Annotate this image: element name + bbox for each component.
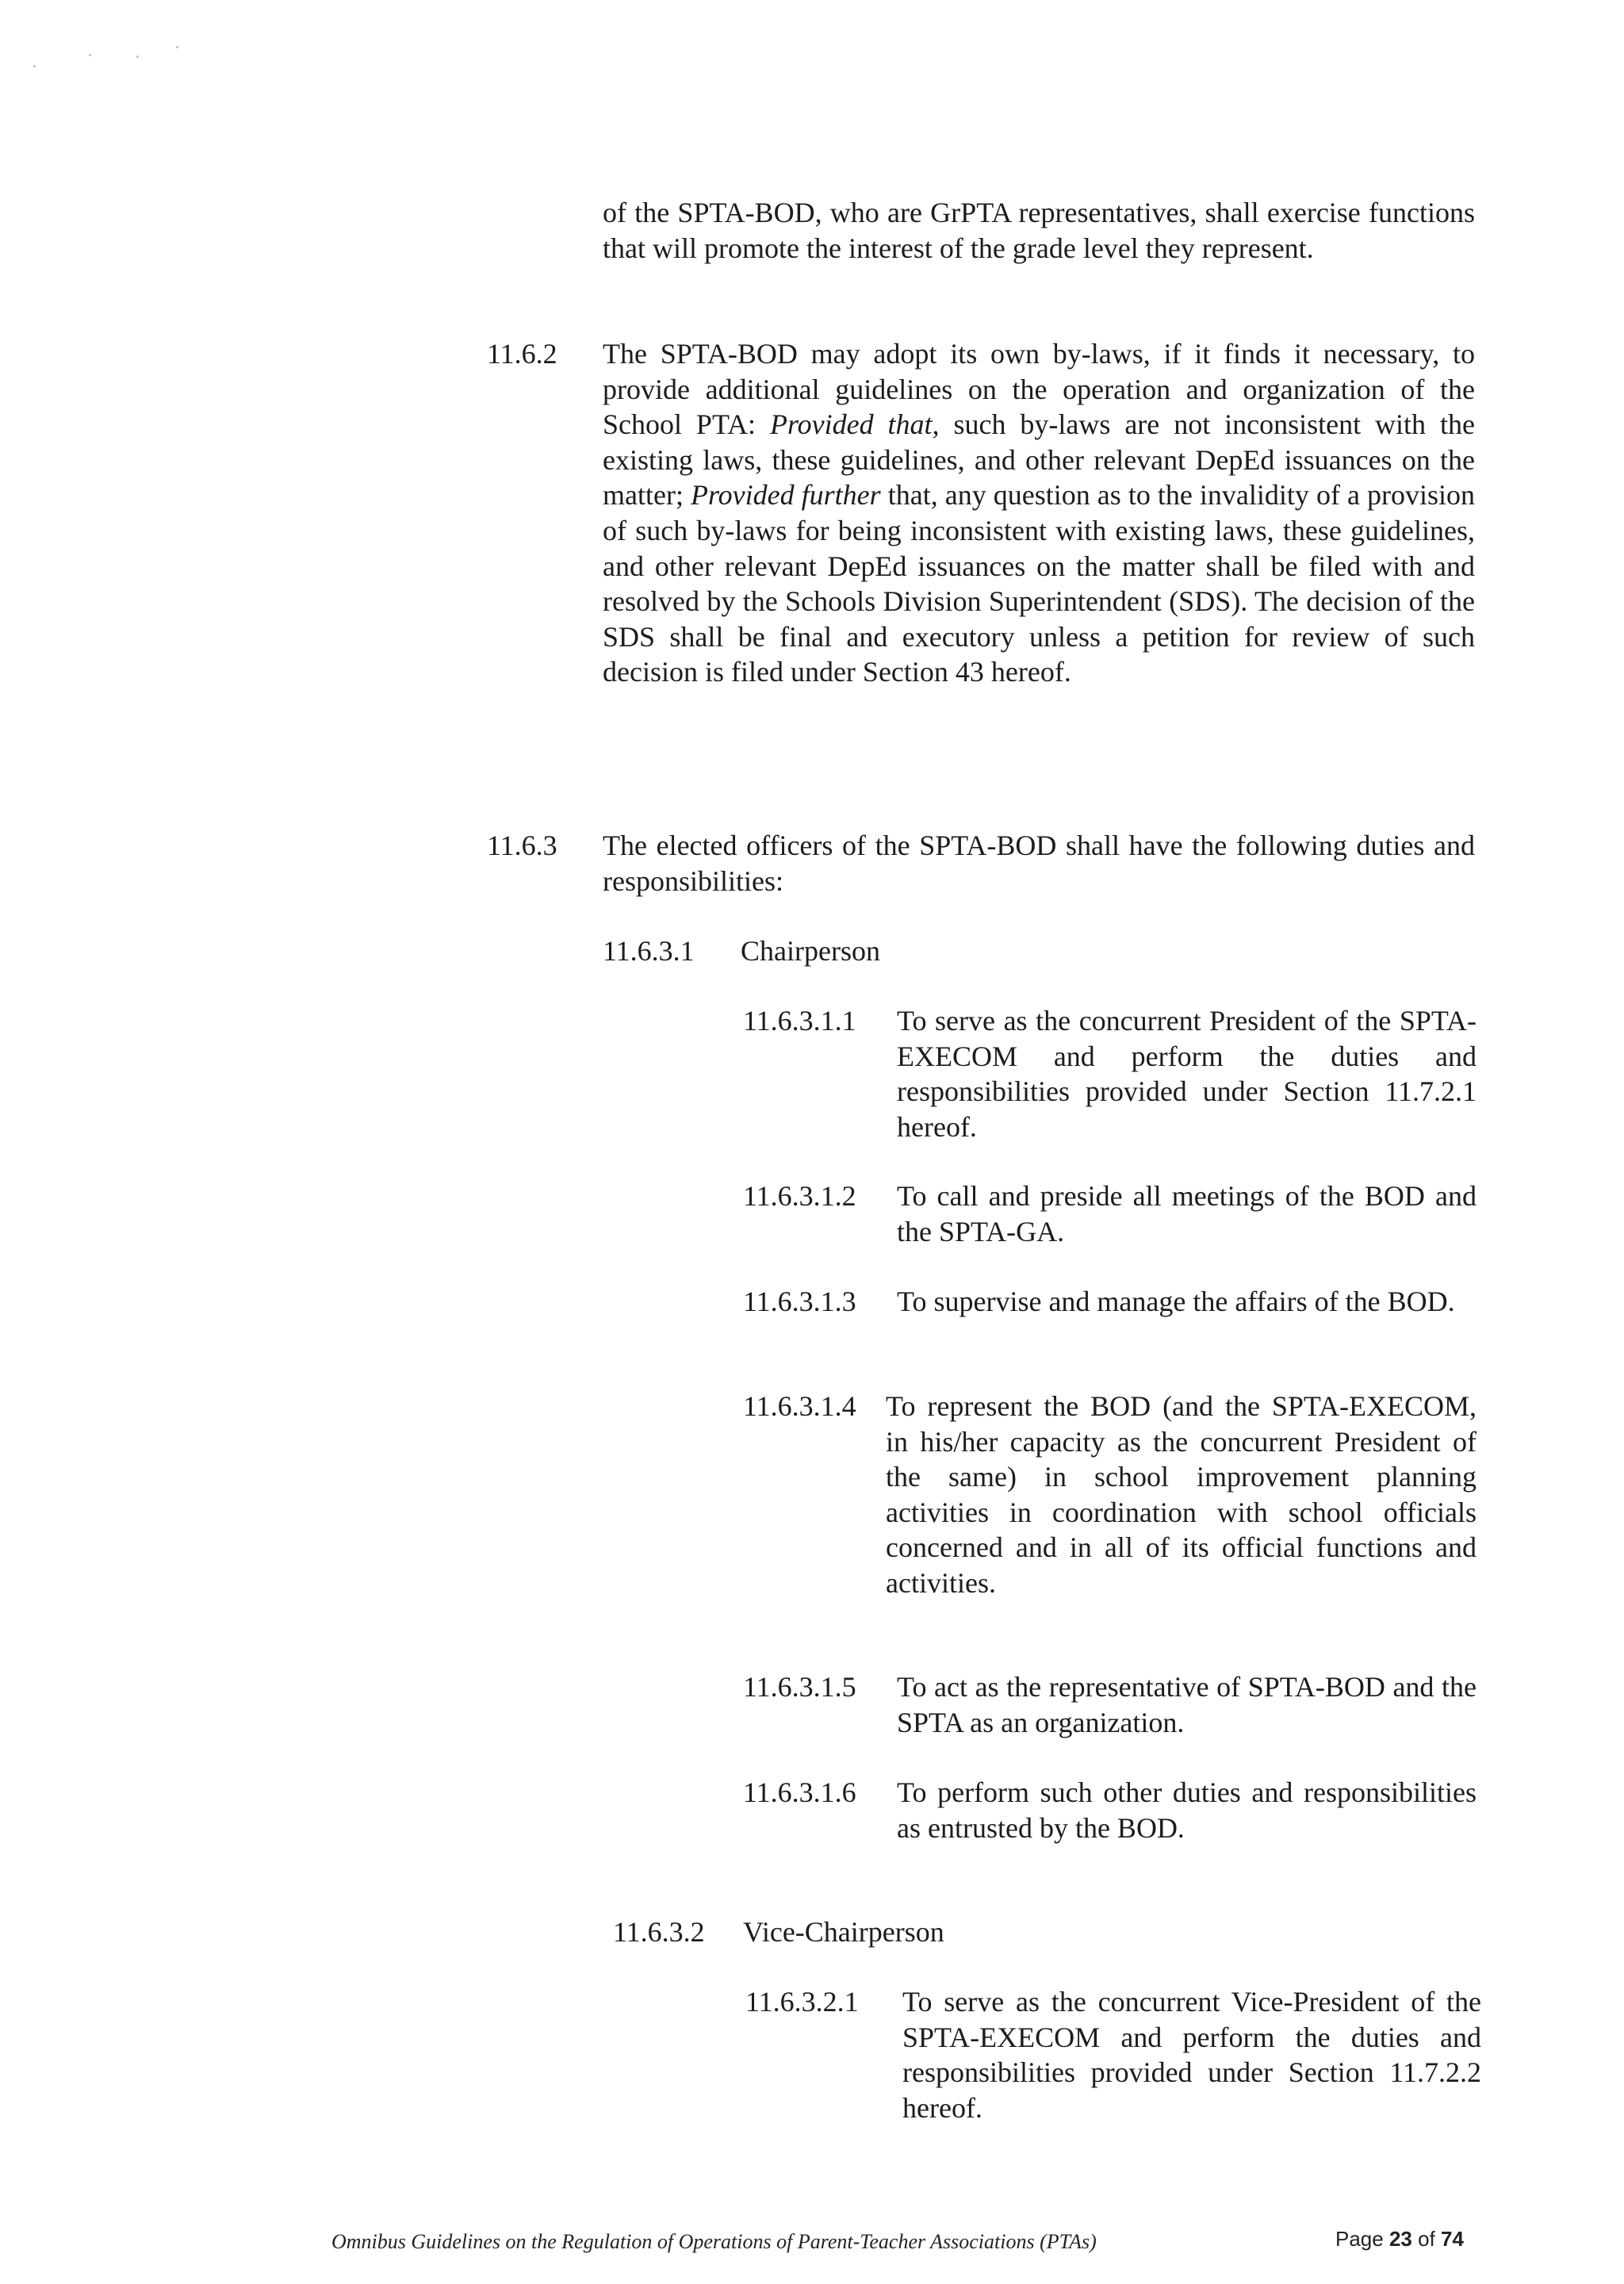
subsection-number: 11.6.3.1 [603,935,695,967]
footer-title: Omnibus Guidelines on the Regulation of Operations of Parent-Teacher Associations (PTAs) [331,2230,1097,2253]
subsection-title: Chairperson [741,935,880,967]
item-number: 11.6.3.1.4 [743,1390,856,1422]
scan-speck [33,65,36,67]
item-number: 11.6.3.1.5 [743,1671,856,1703]
item-number: 11.6.3.1.1 [743,1005,856,1037]
item-text: To call and preside all meetings of the BOD and the SPTA-GA. [897,1180,1477,1247]
section-11-6-3-paragraph: The elected officers of the SPTA-BOD shall have the following duties and responsibilities: [603,830,1475,897]
scan-speck [89,54,91,56]
scan-speck [136,56,139,58]
section-number: 11.6.2 [487,338,557,370]
item-text: To act as the representative of SPTA-BOD and the SPTA as an organization. [897,1671,1477,1738]
item-text: To represent the BOD (and the SPTA-EXECOM, in his/her capacity as the concurrent President of the same) in school improvement planning activities in coordination with school officials concerned and in all of its official functions and activities. [886,1390,1477,1599]
item-number: 11.6.3.2.1 [745,1986,859,2018]
scan-speck [176,46,178,48]
item-text: To serve as the concurrent President of the SPTA-EXECOM and perform the duties and responsibilities provided under Section 11.7.2.1 hereof. [897,1005,1477,1143]
item-number: 11.6.3.1.3 [743,1286,856,1317]
subsection-number: 11.6.3.2 [613,1916,705,1948]
section-11-6-2-paragraph: The SPTA-BOD may adopt its own by-laws, if it finds it necessary, to provide additional guidelines on the operation and organization of the School PTA: Provided that, such by-laws are not inconsistent with the existing laws, these guidelines, and other relevant DepEd issuances on the matter; Provided further that, any question as to the invalidity of a provision of such by-laws for being inconsistent with existing laws, these guidelines, and other relevant DepEd issuances on the matter shall be filed with and resolved by the Schools Division Superintendent (SDS). The decision of the SDS shall be final and executory unless a petition for review of such decision is filed under Section 43 hereof. [603,338,1475,688]
item-number: 11.6.3.1.2 [743,1180,856,1212]
section-number: 11.6.3 [487,830,557,861]
page-number: Page 23 of 74 [1335,2227,1464,2251]
subsection-title: Vice-Chairperson [743,1916,944,1948]
intro-paragraph: of the SPTA-BOD, who are GrPTA representatives, shall exercise functions that will promote the interest of the grade level they represent. [603,197,1475,264]
item-text: To supervise and manage the affairs of the BOD. [897,1286,1455,1317]
item-number: 11.6.3.1.6 [743,1776,856,1808]
item-text: To perform such other duties and responsibilities as entrusted by the BOD. [897,1776,1477,1844]
item-text: To serve as the concurrent Vice-President of the SPTA-EXECOM and perform the duties and responsibilities provided under Section 11.7.2.2 hereof. [902,1986,1481,2124]
